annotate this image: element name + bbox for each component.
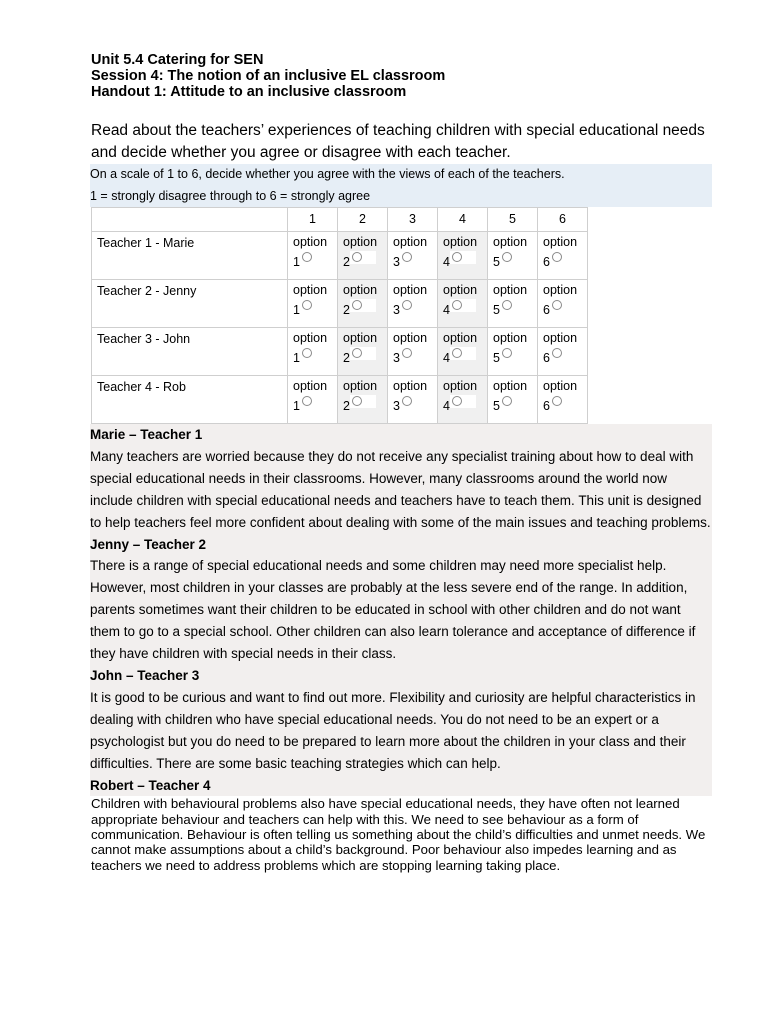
radio-button-icon[interactable] bbox=[352, 300, 362, 310]
option-label: option bbox=[293, 331, 328, 345]
option-number: 3 bbox=[393, 303, 400, 317]
option-cell[interactable] bbox=[288, 280, 338, 328]
option-number: 5 bbox=[493, 351, 500, 365]
option-label: option bbox=[493, 379, 528, 393]
option-label: option bbox=[343, 331, 378, 345]
option-label: option bbox=[543, 331, 578, 345]
option-cell[interactable] bbox=[388, 376, 438, 424]
option-cell[interactable] bbox=[288, 328, 338, 376]
section-body-marie: Many teachers are worried because they do not receive any specialist training about how to deal with special educational needs in their classrooms. However, many classrooms around the world now include children with special educational needs and teachers have to teach them. This unit is designed to help teachers feel more confident about dealing with some of the main issues and teaching problems. bbox=[90, 448, 711, 530]
radio-button-icon[interactable] bbox=[452, 300, 462, 310]
option-number: 6 bbox=[543, 399, 550, 413]
option-cell[interactable] bbox=[488, 376, 538, 424]
column-header: 3 bbox=[388, 208, 438, 232]
radio-button-icon[interactable] bbox=[402, 252, 412, 262]
grid-row bbox=[92, 328, 588, 376]
option-number: 4 bbox=[443, 399, 450, 413]
grid-corner bbox=[92, 208, 288, 232]
option-cell[interactable] bbox=[538, 280, 588, 328]
option-cell[interactable] bbox=[488, 328, 538, 376]
handout-title: Handout 1: Attitude to an inclusive classroom bbox=[91, 84, 407, 100]
option-number: 5 bbox=[493, 399, 500, 413]
section-heading-marie: Marie – Teacher 1 bbox=[90, 427, 203, 442]
option-number: 1 bbox=[293, 303, 300, 317]
option-label: option bbox=[393, 379, 428, 393]
scale-instructions bbox=[90, 164, 712, 207]
teacher-name: Teacher 4 - Rob bbox=[92, 376, 288, 424]
teacher-statements bbox=[90, 424, 712, 796]
option-cell[interactable] bbox=[438, 328, 488, 376]
session-title: Session 4: The notion of an inclusive EL classroom bbox=[91, 68, 446, 84]
option-label: option bbox=[343, 283, 378, 297]
option-label: option bbox=[443, 235, 478, 249]
scale-line-2: 1 = strongly disagree through to 6 = strongly agree bbox=[90, 188, 371, 203]
option-cell[interactable] bbox=[538, 328, 588, 376]
option-label: option bbox=[493, 283, 528, 297]
column-header: 6 bbox=[538, 208, 588, 232]
option-label: option bbox=[393, 283, 428, 297]
option-label: option bbox=[393, 235, 428, 249]
option-cell[interactable] bbox=[438, 376, 488, 424]
option-cell[interactable] bbox=[338, 376, 388, 424]
column-header: 4 bbox=[438, 208, 488, 232]
grid-header-row bbox=[92, 208, 588, 232]
option-number: 4 bbox=[443, 255, 450, 269]
handout-page bbox=[91, 52, 713, 873]
section-body-john: It is good to be curious and want to find out more. Flexibility and curiosity are helpful characteristics in dealing with children who have special educational needs. You do not need to be an expert or a psychologist but you do need to be prepared to learn more about the children in your class and their difficulties. There are some basic teaching strategies which can help. bbox=[90, 689, 696, 771]
option-cell[interactable] bbox=[388, 328, 438, 376]
column-header: 5 bbox=[488, 208, 538, 232]
radio-button-icon[interactable] bbox=[302, 396, 312, 406]
option-cell[interactable] bbox=[438, 232, 488, 280]
option-cell[interactable] bbox=[388, 232, 438, 280]
teacher-name: Teacher 2 - Jenny bbox=[92, 280, 288, 328]
option-number: 3 bbox=[393, 255, 400, 269]
option-label: option bbox=[493, 331, 528, 345]
option-label: option bbox=[343, 235, 378, 249]
radio-button-icon[interactable] bbox=[502, 396, 512, 406]
radio-button-icon[interactable] bbox=[552, 396, 562, 406]
radio-button-icon[interactable] bbox=[502, 348, 512, 358]
grid-row bbox=[92, 376, 588, 424]
option-label: option bbox=[443, 331, 478, 345]
radio-button-icon[interactable] bbox=[352, 252, 362, 262]
radio-button-icon[interactable] bbox=[352, 396, 362, 406]
option-number: 4 bbox=[443, 351, 450, 365]
option-number: 2 bbox=[343, 399, 350, 413]
option-cell[interactable] bbox=[538, 376, 588, 424]
option-cell[interactable] bbox=[488, 280, 538, 328]
section-heading-robert: Robert – Teacher 4 bbox=[90, 777, 211, 793]
teacher-name: Teacher 3 - John bbox=[92, 328, 288, 376]
option-number: 3 bbox=[393, 351, 400, 365]
section-body-jenny: There is a range of special educational needs and some children may need more specialist help. However, most children in your classes are probably at the less severe end of the range. In addition, parents sometimes want their children to be educated in school with other children and do not want them to go to a special school. Other children can also learn tolerance and acceptance of difference if they have children with special needs in their class. bbox=[90, 558, 696, 662]
option-cell[interactable] bbox=[538, 232, 588, 280]
option-label: option bbox=[293, 235, 328, 249]
option-cell[interactable] bbox=[288, 232, 338, 280]
radio-button-icon[interactable] bbox=[302, 348, 312, 358]
radio-button-icon[interactable] bbox=[552, 300, 562, 310]
option-label: option bbox=[443, 283, 478, 297]
option-number: 2 bbox=[343, 303, 350, 317]
option-cell[interactable] bbox=[338, 232, 388, 280]
section-body-robert: Children with behavioural problems also have special educational needs, they have often not learned appropriate behaviour and teachers can help with this. We need to see behaviour as a form of communication. Behaviour is often telling us something about the child’s difficulties and unmet needs. We cannot make assumptions about a child’s background. Poor behaviour also impedes learning and as teachers we need to address problems which are stopping learning taking place. bbox=[91, 796, 706, 873]
unit-title: Unit 5.4 Catering for SEN bbox=[91, 52, 264, 68]
option-label: option bbox=[543, 379, 578, 393]
column-header: 2 bbox=[338, 208, 388, 232]
option-cell[interactable] bbox=[388, 280, 438, 328]
radio-button-icon[interactable] bbox=[402, 396, 412, 406]
section-heading-john: John – Teacher 3 bbox=[90, 667, 200, 683]
option-number: 1 bbox=[293, 351, 300, 365]
option-number: 1 bbox=[293, 255, 300, 269]
radio-button-icon[interactable] bbox=[452, 348, 462, 358]
option-label: option bbox=[543, 283, 578, 297]
teacher-name: Teacher 1 - Marie bbox=[92, 232, 288, 280]
section-heading-jenny: Jenny – Teacher 2 bbox=[90, 536, 207, 552]
option-label: option bbox=[493, 235, 528, 249]
option-number: 4 bbox=[443, 303, 450, 317]
option-cell[interactable] bbox=[288, 376, 338, 424]
scale-line-1: On a scale of 1 to 6, decide whether you agree with the views of each of the teachers. bbox=[90, 167, 565, 181]
grid-row bbox=[92, 232, 588, 280]
option-label: option bbox=[443, 379, 478, 393]
radio-button-icon[interactable] bbox=[352, 348, 362, 358]
option-number: 6 bbox=[543, 351, 550, 365]
grid-row bbox=[92, 280, 588, 328]
option-number: 6 bbox=[543, 255, 550, 269]
option-label: option bbox=[393, 331, 428, 345]
option-number: 2 bbox=[343, 351, 350, 365]
option-number: 1 bbox=[293, 399, 300, 413]
radio-button-icon[interactable] bbox=[302, 300, 312, 310]
option-number: 5 bbox=[493, 303, 500, 317]
radio-button-icon[interactable] bbox=[402, 348, 412, 358]
radio-button-icon[interactable] bbox=[452, 396, 462, 406]
option-cell[interactable] bbox=[338, 328, 388, 376]
column-header: 1 bbox=[288, 208, 338, 232]
option-number: 5 bbox=[493, 255, 500, 269]
option-cell[interactable] bbox=[438, 280, 488, 328]
radio-button-icon[interactable] bbox=[302, 252, 312, 262]
option-number: 6 bbox=[543, 303, 550, 317]
option-label: option bbox=[343, 379, 378, 393]
option-label: option bbox=[293, 283, 328, 297]
option-number: 2 bbox=[343, 255, 350, 269]
radio-button-icon[interactable] bbox=[452, 252, 462, 262]
option-label: option bbox=[543, 235, 578, 249]
radio-button-icon[interactable] bbox=[502, 252, 512, 262]
option-number: 3 bbox=[393, 399, 400, 413]
option-cell[interactable] bbox=[338, 280, 388, 328]
option-cell[interactable] bbox=[488, 232, 538, 280]
radio-button-icon[interactable] bbox=[402, 300, 412, 310]
rating-grid bbox=[91, 207, 588, 424]
radio-button-icon[interactable] bbox=[552, 348, 562, 358]
radio-button-icon[interactable] bbox=[502, 300, 512, 310]
intro-paragraph: Read about the teachers’ experiences of teaching children with special educational needs and decide whether you agree or disagree with each teacher. bbox=[91, 122, 705, 161]
option-label: option bbox=[293, 379, 328, 393]
radio-button-icon[interactable] bbox=[552, 252, 562, 262]
